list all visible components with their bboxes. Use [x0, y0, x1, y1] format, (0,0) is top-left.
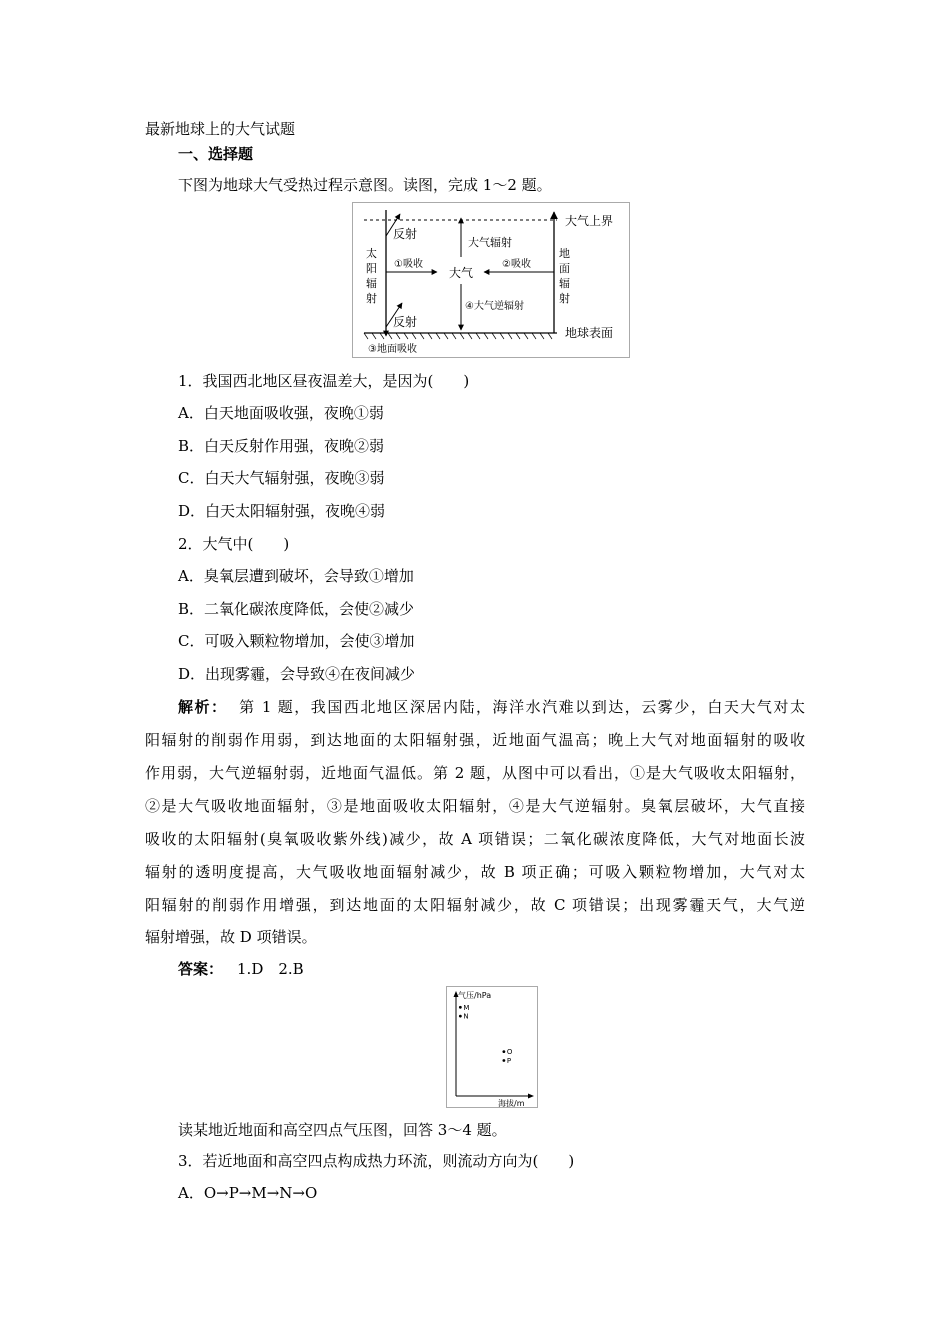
atmos-radiation-label: 大气辐射	[468, 236, 512, 249]
point-label-p: P	[506, 1057, 512, 1066]
q1-option-b: B．白天反射作用强，夜晚②弱	[178, 437, 385, 455]
q1-option-a: A．白天地面吸收强，夜晚①弱	[178, 404, 384, 422]
pressure-altitude-chart	[446, 986, 538, 1108]
point-label-m: M	[463, 1003, 470, 1012]
absorb1-label: ①吸收	[394, 259, 423, 270]
solar-label-4: 射	[366, 292, 377, 305]
top-boundary-label: 大气上界	[565, 214, 614, 228]
solar-label-2: 阳	[366, 262, 377, 275]
y-axis-label: 气压/hPa	[458, 991, 492, 1000]
ground-label-1: 地	[559, 247, 570, 260]
q1-option-c: C．白天大气辐射强，夜晚③弱	[178, 469, 385, 487]
q2-option-c: C．可吸入颗粒物增加，会使③增加	[178, 632, 415, 650]
point-n	[459, 1015, 462, 1018]
analysis-label: 解析：	[178, 698, 228, 716]
intro-q3-4: 读某地近地面和高空四点气压图，回答 3～4 题。	[178, 1121, 507, 1139]
answer-label: 答案：	[178, 960, 224, 978]
atmosphere-heating-diagram	[352, 202, 630, 358]
analysis-line-1: 解析： 第 1 题，我国西北地区深居内陆，海洋水汽难以到达，云雾少，白天大气对太	[178, 698, 805, 716]
doc-title: 最新地球上的大气试题	[145, 120, 296, 138]
q2-option-d: D．出现雾霾，会导致④在夜间减少	[178, 665, 416, 683]
point-m	[459, 1006, 462, 1009]
analysis-line-5: 吸收的太阳辐射(臭氧吸收紫外线)减少，故 A 项错误；二氧化碳浓度降低，大气对地面长波	[145, 830, 805, 848]
earth-surface-label: 地球表面	[565, 326, 614, 340]
q1-option-d: D．白天太阳辐射强，夜晚④弱	[178, 502, 386, 520]
q1-stem: 1．我国西北地区昼夜温差大，是因为( )	[178, 372, 470, 390]
analysis-line-3: 作用弱，大气逆辐射弱，近地面气温低。第 2 题，从图中可以看出，①是大气吸收太阳辐射，	[145, 764, 805, 782]
ground-label-4: 射	[559, 292, 570, 305]
ground-absorb-label: ③地面吸收	[368, 344, 417, 355]
q3-stem: 3．若近地面和高空四点构成热力环流，则流动方向为( )	[178, 1152, 575, 1170]
atmosphere-center-label: 大气	[449, 266, 474, 280]
solar-label-1: 太	[366, 247, 377, 260]
q2-stem: 2．大气中( )	[178, 535, 290, 553]
reflect-bottom-label: 反射	[393, 315, 418, 329]
x-axis-label: 海拔/m	[498, 1099, 525, 1108]
ground-label-3: 辐	[559, 277, 570, 290]
answer-line	[178, 959, 304, 979]
reflect-top-label: 反射	[393, 227, 418, 241]
analysis-line-6: 辐射的透明度提高，大气吸收地面辐射减少，故 B 项正确；可吸入颗粒物增加，大气对太	[145, 863, 805, 881]
ground-label-2: 面	[559, 262, 570, 275]
q2-option-b: B．二氧化碳浓度降低，会使②减少	[178, 600, 415, 618]
analysis-line-4: ②是大气吸收地面辐射，③是地面吸收太阳辐射，④是大气逆辐射。臭氧层破坏，大气直接	[145, 797, 805, 815]
analysis-line-2: 阳辐射的削弱作用弱，到达地面的太阳辐射强，近地面气温高；晚上大气对地面辐射的吸收	[145, 731, 805, 749]
point-o	[502, 1050, 505, 1053]
analysis-line-7: 阳辐射的削弱作用增强，到达地面的太阳辐射减少，故 C 项错误；出现雾霾天气，大气逆	[145, 896, 805, 914]
q3-option-a: A．O→P→M→N→O	[178, 1184, 318, 1202]
analysis-line-8: 辐射增强，故 D 项错误。	[145, 928, 317, 946]
point-label-o: O	[506, 1048, 513, 1057]
solar-label-3: 辐	[366, 277, 377, 290]
q2-option-a: A．臭氧层遭到破坏，会导致①增加	[178, 567, 414, 585]
counter-radiation-label: ④大气逆辐射	[465, 301, 524, 312]
point-p	[502, 1059, 505, 1062]
section-heading: 一、选择题	[178, 145, 254, 163]
answer-value: 1.D 2.B	[237, 960, 304, 978]
point-label-n: N	[463, 1012, 469, 1021]
absorb2-label: ②吸收	[502, 259, 531, 270]
intro-q1-2: 下图为地球大气受热过程示意图。读图，完成 1～2 题。	[178, 176, 552, 194]
